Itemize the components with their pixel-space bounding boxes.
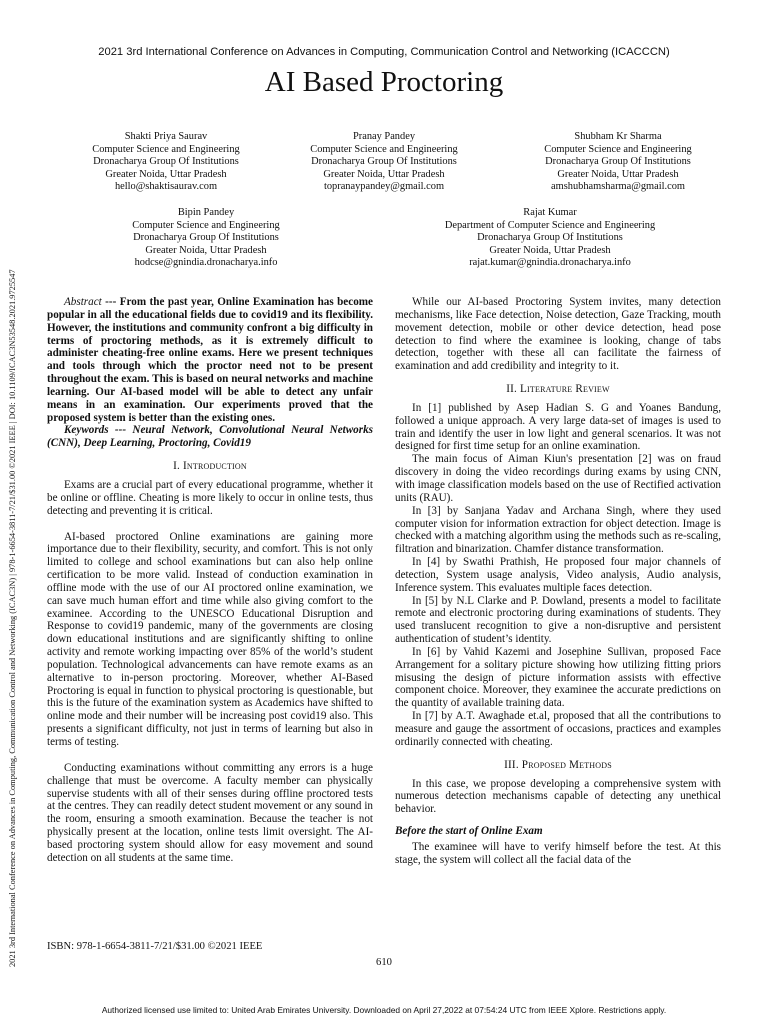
paragraph: Conducting examinations without committing any errors is a huge challenge that must be overcome. A faculty member can physically supervise students with all of their senses during offline proctored tests at the centres. They can readily detect student movement or any sound in the room, ensuring a smooth examination. Because the teacher is not physically present at the location, online tests limit oversight. The AI-based proctoring system should allow for easy movement and sound detection on all students at the same time. [47,761,373,864]
author-location: Greater Noida, Uttar Pradesh [145,244,267,256]
author-email: amshubhamsharma@gmail.com [551,181,685,193]
author-email: rajat.kumar@gnindia.dronacharya.info [469,257,631,269]
left-column [47,296,373,865]
author-location: Greater Noida, Uttar Pradesh [489,244,611,256]
author-dept: Computer Science and Engineering [132,219,280,231]
author-name: Pranay Pandey [352,131,416,142]
paper-title: AI Based Proctoring [264,66,504,98]
author-block-5 [420,207,680,270]
author-location: Greater Noida, Uttar Pradesh [557,168,679,180]
section-heading-proposed-methods: III. Proposed Methods [504,758,612,771]
paragraph: Exams are a crucial part of every educational programme, whether it be online or offline. Cheating is more likely to occur in online tests, thus detecting and preventing it is critical. [47,478,373,517]
author-dept: Department of Computer Science and Engineering [444,219,656,231]
author-block-4 [86,207,326,270]
abstract-text: --- From the past year, Online Examination has become popular in all the educational fields due to covid19 and its flexibility. However, the institutions and community confront a big difficulty in terms of proctoring methods, as it is extremely difficult to administer cheating-free online exams. Here we present techniques and tools through which the proctor need not to be present throughout the exam. This is based on neural networks and machine learning. Our AI-based model will be able to detect any unfair means in an examination. Our experiments proved that the proposed system is better than the existing ones. [47,296,373,424]
author-block-2 [264,131,504,194]
paragraph: In [3] by Sanjana Yadav and Archana Singh, where they used computer vision for information extraction for object detection. Image is checked with a matching algorithm using the methods such as re-scaling, filtration and binarization. Chamfer distance transformation. [395,504,721,556]
paragraph: The main focus of Aiman Kiun's presentation [2] was on fraud discovery in doing the video recordings during exams by using CNN, with image classification models based on the use of Rectified activation units (RAU). [395,453,721,504]
paragraph: In [1] published by Asep Hadian S. G and Yoanes Bandung, followed a unique approach. A very large data-set of images is used to train and identify the user in low light and general scenarios. It was not designed for first time setup for an online examination. [395,401,721,453]
author-org: Dronacharya Group Of Institutions [311,156,457,168]
author-block-3 [498,131,738,194]
paragraph: In this case, we propose developing a comprehensive system with numerous detection mechanisms capable of detecting any unethical behavior. [395,777,721,816]
paragraph: While our AI-based Proctoring System invites, many detection mechanisms, like Face detection, Noise detection, Gaze Tracking, mouth movement detection, mobile or other device detection, head pose detection to find where the examinee is looking, change of tabs detection, together with these all can facilitate the fairness of examination and add credibility and integrity to it. [395,296,721,373]
author-org: Dronacharya Group Of Institutions [93,156,239,168]
abstract [47,296,373,424]
author-org: Dronacharya Group Of Institutions [133,232,279,244]
paragraph: AI-based proctored Online examinations are gaining more importance due to their flexibility, security, and comfort. This is not only limited to college and school examinations but can also help online certification to be more valid. Instead of conduction examination in offline mode with the use of our AI proctored online examination, we can save much human effort and time while also giving comfort to the examinee. According to the UNESCO Educational Disruption and Response to covid19 pandemic, many of the governments are closing down educational institutions and are significantly shifting to online activity and remote working impacting over 85% of the world’s student population. Technological advancements can have remote exams as an alternative to in-person proctoring. Moreover, whether AI-Based Proctoring is equal in function to physical proctoring is questionable, but this is the future of the examination system as Academics have shifted to online mode and their number will be increasing post covid19 also. This presents a significant difficulty, not just in terms of learning but also in terms of testing. [47,530,373,748]
author-name: Rajat Kumar [523,207,577,218]
author-dept: Computer Science and Engineering [92,143,240,155]
author-name: Shubham Kr Sharma [574,131,662,142]
isbn-line: ISBN: 978-1-6654-3811-7/21/$31.00 ©2021 IEEE [47,941,263,952]
paragraph: In [4] by Swathi Prathish, He proposed four major channels of detection, System usage analysis, Video analysis, Audio analysis, Inference system. This evaluates multiple faces detection. [395,556,721,594]
section-heading-introduction: I. Introduction [173,460,247,473]
paragraph: In [5] by N.L Clarke and P. Dowland, presents a model to facilitate remote and electronic proctoring during examinations of students. They used translucent recognition to give a non-disruptive and persistent authentication of student’s identity. [395,594,721,646]
keywords: Keywords --- Neural Network, Convolutional Neural Networks (CNN), Deep Learning, Proctoring, Covid19 [47,424,373,450]
author-org: Dronacharya Group Of Institutions [477,232,623,244]
abstract-label: Abstract [64,296,102,308]
right-column [395,296,721,867]
author-name: Shakti Priya Saurav [124,131,208,142]
conference-header: 2021 3rd International Conference on Advances in Computing, Communication Control and Networking (ICACCCN) [98,46,670,58]
subsection-heading: Before the start of Online Exam [395,825,543,838]
author-dept: Computer Science and Engineering [310,143,458,155]
paragraph: In [7] by A.T. Awaghade et.al, proposed that all the contributions to measure and gauge the assortment of occasions, practices and examples ordinarily connected with cheating. [395,710,721,748]
side-doi-text: 2021 3rd International Conference on Advances in Computing, Communication Control and Networking (ICAC3N) | 978-1-6654-3811-7/21/$31.00 ©2021 IEEE | DOI: 10.1109/ICAC3N53548.2021.9725547 [8,269,17,967]
paragraph: In [6] by Vahid Kazemi and Josephine Sullivan, proposed Face Arrangement for a solitary picture showing how utilizing fitting priors misusing the design of picture information assists with effective component choice. Moreover, they examinee the accurate predictions on the quantity of available training data. [395,645,721,710]
author-name: Bipin Pandey [177,207,235,218]
license-footer: Authorized licensed use limited to: United Arab Emirates University. Downloaded on April 27,2022 at 07:54:24 UTC from IEEE Xplore. Restrictions apply. [101,1005,667,1015]
author-dept: Computer Science and Engineering [544,143,692,155]
author-email: topranaypandey@gmail.com [323,181,445,193]
author-location: Greater Noida, Uttar Pradesh [105,168,227,180]
author-email: hello@shaktisaurav.com [114,181,218,193]
section-heading-literature-review: II. Literature Review [506,383,610,396]
author-block-1 [46,131,286,194]
author-location: Greater Noida, Uttar Pradesh [323,168,445,180]
author-email: hodcse@gnindia.dronacharya.info [134,257,278,269]
page-number: 610 [376,957,392,968]
paragraph: The examinee will have to verify himself before the test. At this stage, the system will collect all the facial data of the [395,840,721,866]
author-org: Dronacharya Group Of Institutions [545,156,691,168]
